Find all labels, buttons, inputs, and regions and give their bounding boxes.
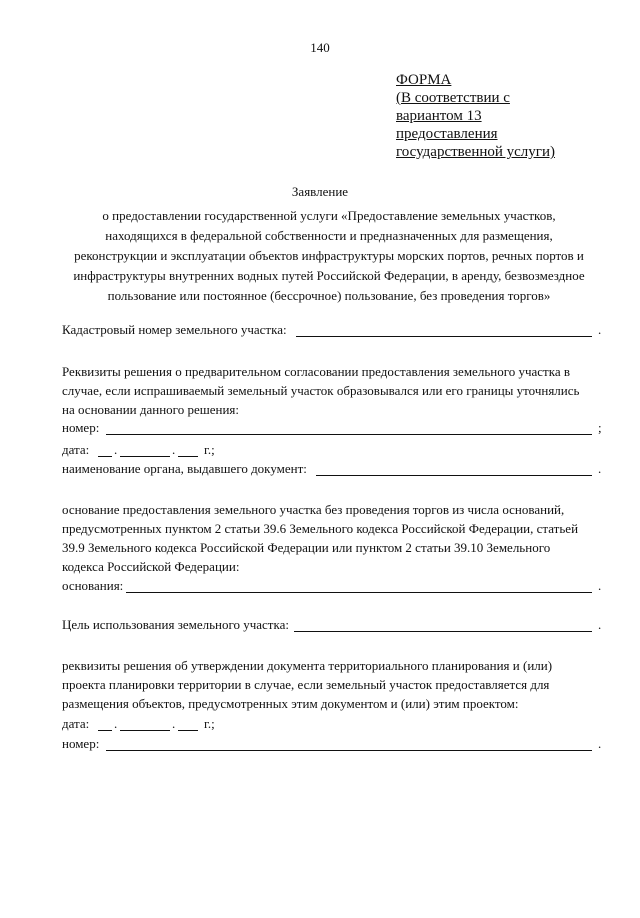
prelim-paragraph: [62, 362, 602, 419]
basis-field[interactable]: [126, 592, 592, 593]
basis-label: основания:: [62, 578, 124, 593]
field-period: .: [598, 578, 602, 593]
subtitle-line: пользование или постоянное (бессрочное) пользование, без проведения торгов»: [107, 288, 551, 303]
field-period: .: [598, 736, 602, 751]
cadastral-field[interactable]: [296, 336, 592, 337]
paragraph-line: предусмотренных пунктом 2 статьи 39.6 Земельного кодекса Российской Федерации, статьей: [62, 521, 579, 536]
planning-date-day-field[interactable]: [98, 730, 112, 731]
prelim-authority-label: наименование органа, выдавшего документ:: [62, 461, 307, 476]
prelim-number-label: номер:: [62, 420, 100, 435]
planning-number-field[interactable]: [106, 750, 592, 751]
field-period: .: [598, 617, 602, 632]
form-header-line-1: ФОРМА: [396, 72, 452, 88]
paragraph-line: 39.9 Земельного кодекса Российской Федерации или пунктом 2 статьи 39.10 Земельного: [62, 540, 551, 555]
paragraph-line: размещения объектов, предусмотренных этим документом и (или) этим проектом:: [62, 696, 519, 711]
prelim-number-field[interactable]: [106, 434, 592, 435]
subtitle-line: находящихся в федеральной собственности и предназначенных для размещения,: [105, 228, 553, 243]
planning-date-month-field[interactable]: [120, 730, 170, 731]
date-suffix: г.;: [204, 716, 215, 731]
date-suffix: г.;: [204, 442, 215, 457]
form-header-line-4: предоставления: [396, 126, 498, 142]
field-period: .: [598, 322, 602, 337]
subtitle-line: реконструкции и эксплуатации объектов инфраструктуры морских портов, речных портов и: [74, 248, 584, 263]
date-separator: .: [172, 716, 176, 731]
paragraph-line: Реквизиты решения о предварительном согласовании предоставления земельного участка в: [62, 364, 570, 379]
paragraph-line: случае, если испрашиваемый земельный участок образовывался или его границы уточнялись: [62, 383, 580, 398]
paragraph-line: основание предоставления земельного участка без проведения торгов из числа оснований,: [62, 502, 565, 517]
prelim-date-label: дата:: [62, 442, 90, 457]
planning-paragraph: [62, 656, 602, 713]
prelim-authority-field[interactable]: [316, 475, 592, 476]
subtitle-line: о предоставлении государственной услуги «Предоставление земельных участков,: [102, 208, 556, 223]
planning-date-label: дата:: [62, 716, 90, 731]
document-title: Заявление: [291, 184, 349, 199]
form-header-line-3: вариантом 13: [396, 108, 482, 124]
paragraph-line: кодекса Российской Федерации:: [62, 559, 240, 574]
prelim-date-day-field[interactable]: [98, 456, 112, 457]
date-separator: .: [172, 442, 176, 457]
planning-number-label: номер:: [62, 736, 100, 751]
form-header: [396, 71, 555, 161]
prelim-date-year-field[interactable]: [178, 456, 198, 457]
document-subtitle: [60, 206, 598, 306]
field-semicolon: ;: [598, 420, 602, 435]
paragraph-line: проекта планировки территории в случае, если земельный участок предоставляется для: [62, 677, 550, 692]
prelim-date-month-field[interactable]: [120, 456, 170, 457]
form-header-line-2: (В соответствии с: [396, 90, 510, 106]
planning-date-year-field[interactable]: [178, 730, 198, 731]
basis-paragraph: [62, 500, 602, 576]
subtitle-line: инфраструктуры внутренних водных путей Российской Федерации, в аренду, безвозмездное: [73, 268, 585, 283]
paragraph-line: на основании данного решения:: [62, 402, 239, 417]
form-header-line-5: государственной услуги): [396, 144, 555, 160]
purpose-label: Цель использования земельного участка:: [62, 617, 289, 632]
field-period: .: [598, 461, 602, 476]
cadastral-label: Кадастровый номер земельного участка:: [62, 322, 287, 337]
purpose-field[interactable]: [294, 631, 592, 632]
date-separator: .: [114, 716, 118, 731]
page-number: 140: [310, 40, 330, 55]
date-separator: .: [114, 442, 118, 457]
paragraph-line: реквизиты решения об утверждении документа территориального планирования и (или): [62, 658, 553, 673]
